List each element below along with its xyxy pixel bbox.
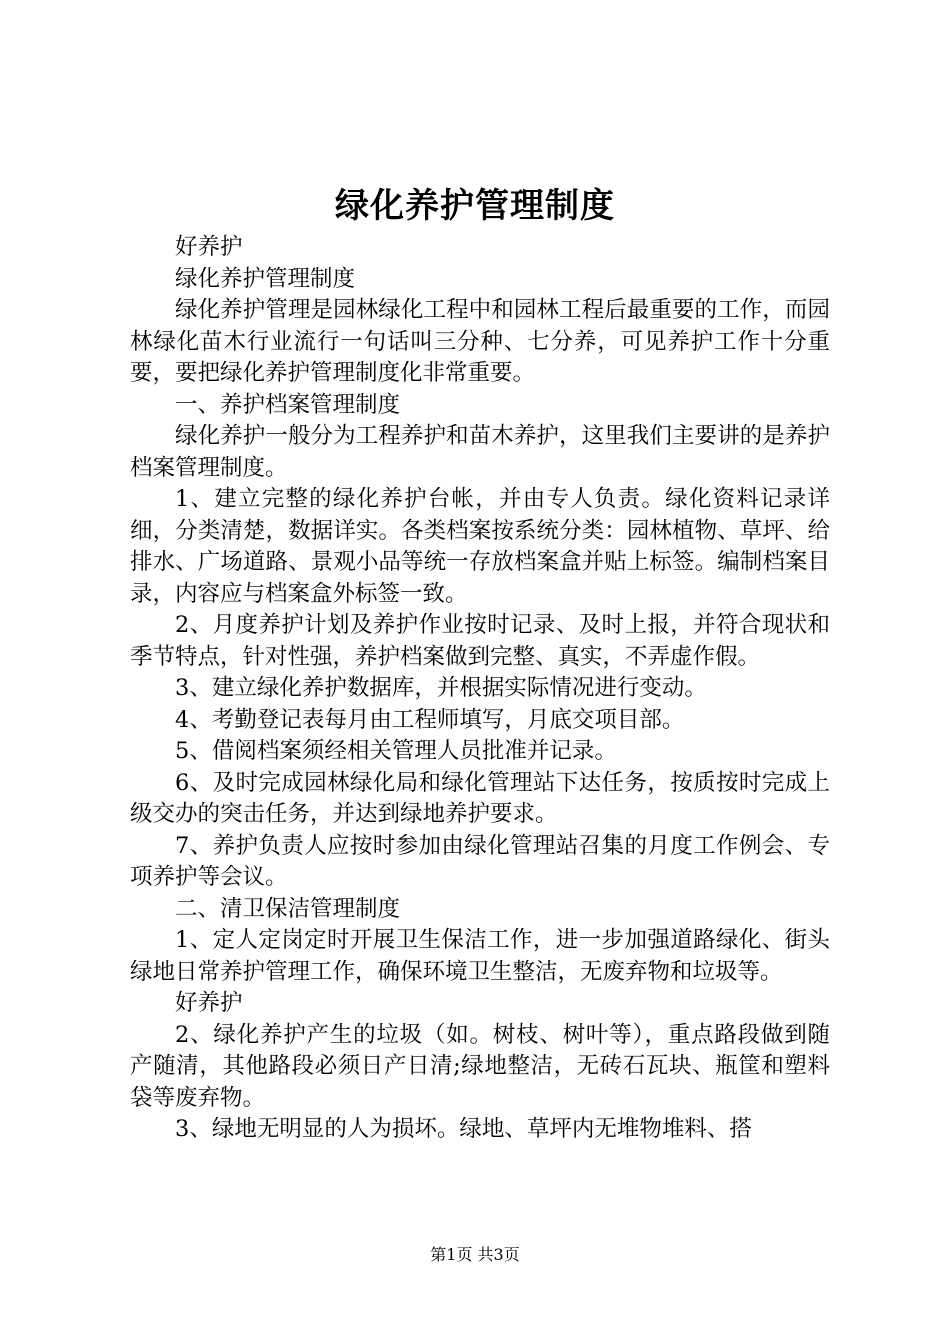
list-item-5: 5、借阅档案须经相关管理人员批准并记录。	[175, 738, 617, 764]
section-heading-1: 一、养护档案管理制度	[175, 391, 401, 418]
section-heading-2: 二、清卫保洁管理制度	[175, 895, 401, 922]
list-item-3: 3、建立绿化养护数据库，并根据实际情况进行变动。	[175, 675, 707, 701]
list-item-7: 7、养护负责人应按时参加由绿化管理站召集的月度工作例会、专项养护等会议。	[130, 832, 830, 890]
list-item-2: 2、月度养护计划及养护作业按时记录、及时上报，并符合现状和季节特点，针对性强，养护档案做到完整、真实，不弄虚作假。	[130, 612, 830, 670]
document-body	[130, 232, 830, 1146]
page-title: 绿化养护管理制度	[335, 186, 615, 226]
paragraph-3: 绿化养护管理是园林绿化工程中和园林工程后最重要的工作，而园林绿化苗木行业流行一句话叫三分种、七分养，可见养护工作十分重要，要把绿化养护管理制度化非常重要。	[130, 297, 830, 386]
list-item-10: 3、绿地无明显的人为损坏。绿地、草坪内无堆物堆料、搭	[175, 1116, 752, 1142]
list-item-1: 1、建立完整的绿化养护台帐，并由专人负责。绿化资料记录详细，分类清楚，数据详实。各类档案按系统分类：园林植物、草坪、给排水、广场道路、景观小品等统一存放档案盒并贴上标签。编制档案目录，内容应与档案盒外标签一致。	[130, 486, 830, 607]
list-item-4: 4、考勤登记表每月由工程师填写，月底交项目部。	[175, 706, 685, 733]
paragraph-1: 好养护	[175, 234, 243, 260]
paragraph-15: 好养护	[175, 990, 243, 1016]
paragraph-2: 绿化养护管理制度	[175, 265, 356, 292]
list-item-6: 6、及时完成园林绿化局和绿化管理站下达任务，按质按时完成上级交办的突击任务，并达到绿地养护要求。	[130, 769, 830, 827]
list-item-9: 2、绿化养护产生的垃圾（如。树枝、树叶等），重点路段做到随产随清，其他路段必须日产日清;绿地整洁，无砖石瓦块、瓶筐和塑料袋等废弃物。	[130, 1021, 830, 1111]
page-footer: 第1页 共3页	[430, 1245, 520, 1264]
list-item-8: 1、定人定岗定时开展卫生保洁工作，进一步加强道路绿化、街头绿地日常养护管理工作，确保环境卫生整洁，无废弃物和垃圾等。	[130, 927, 830, 985]
paragraph-5: 绿化养护一般分为工程养护和苗木养护，这里我们主要讲的是养护档案管理制度。	[130, 423, 830, 481]
